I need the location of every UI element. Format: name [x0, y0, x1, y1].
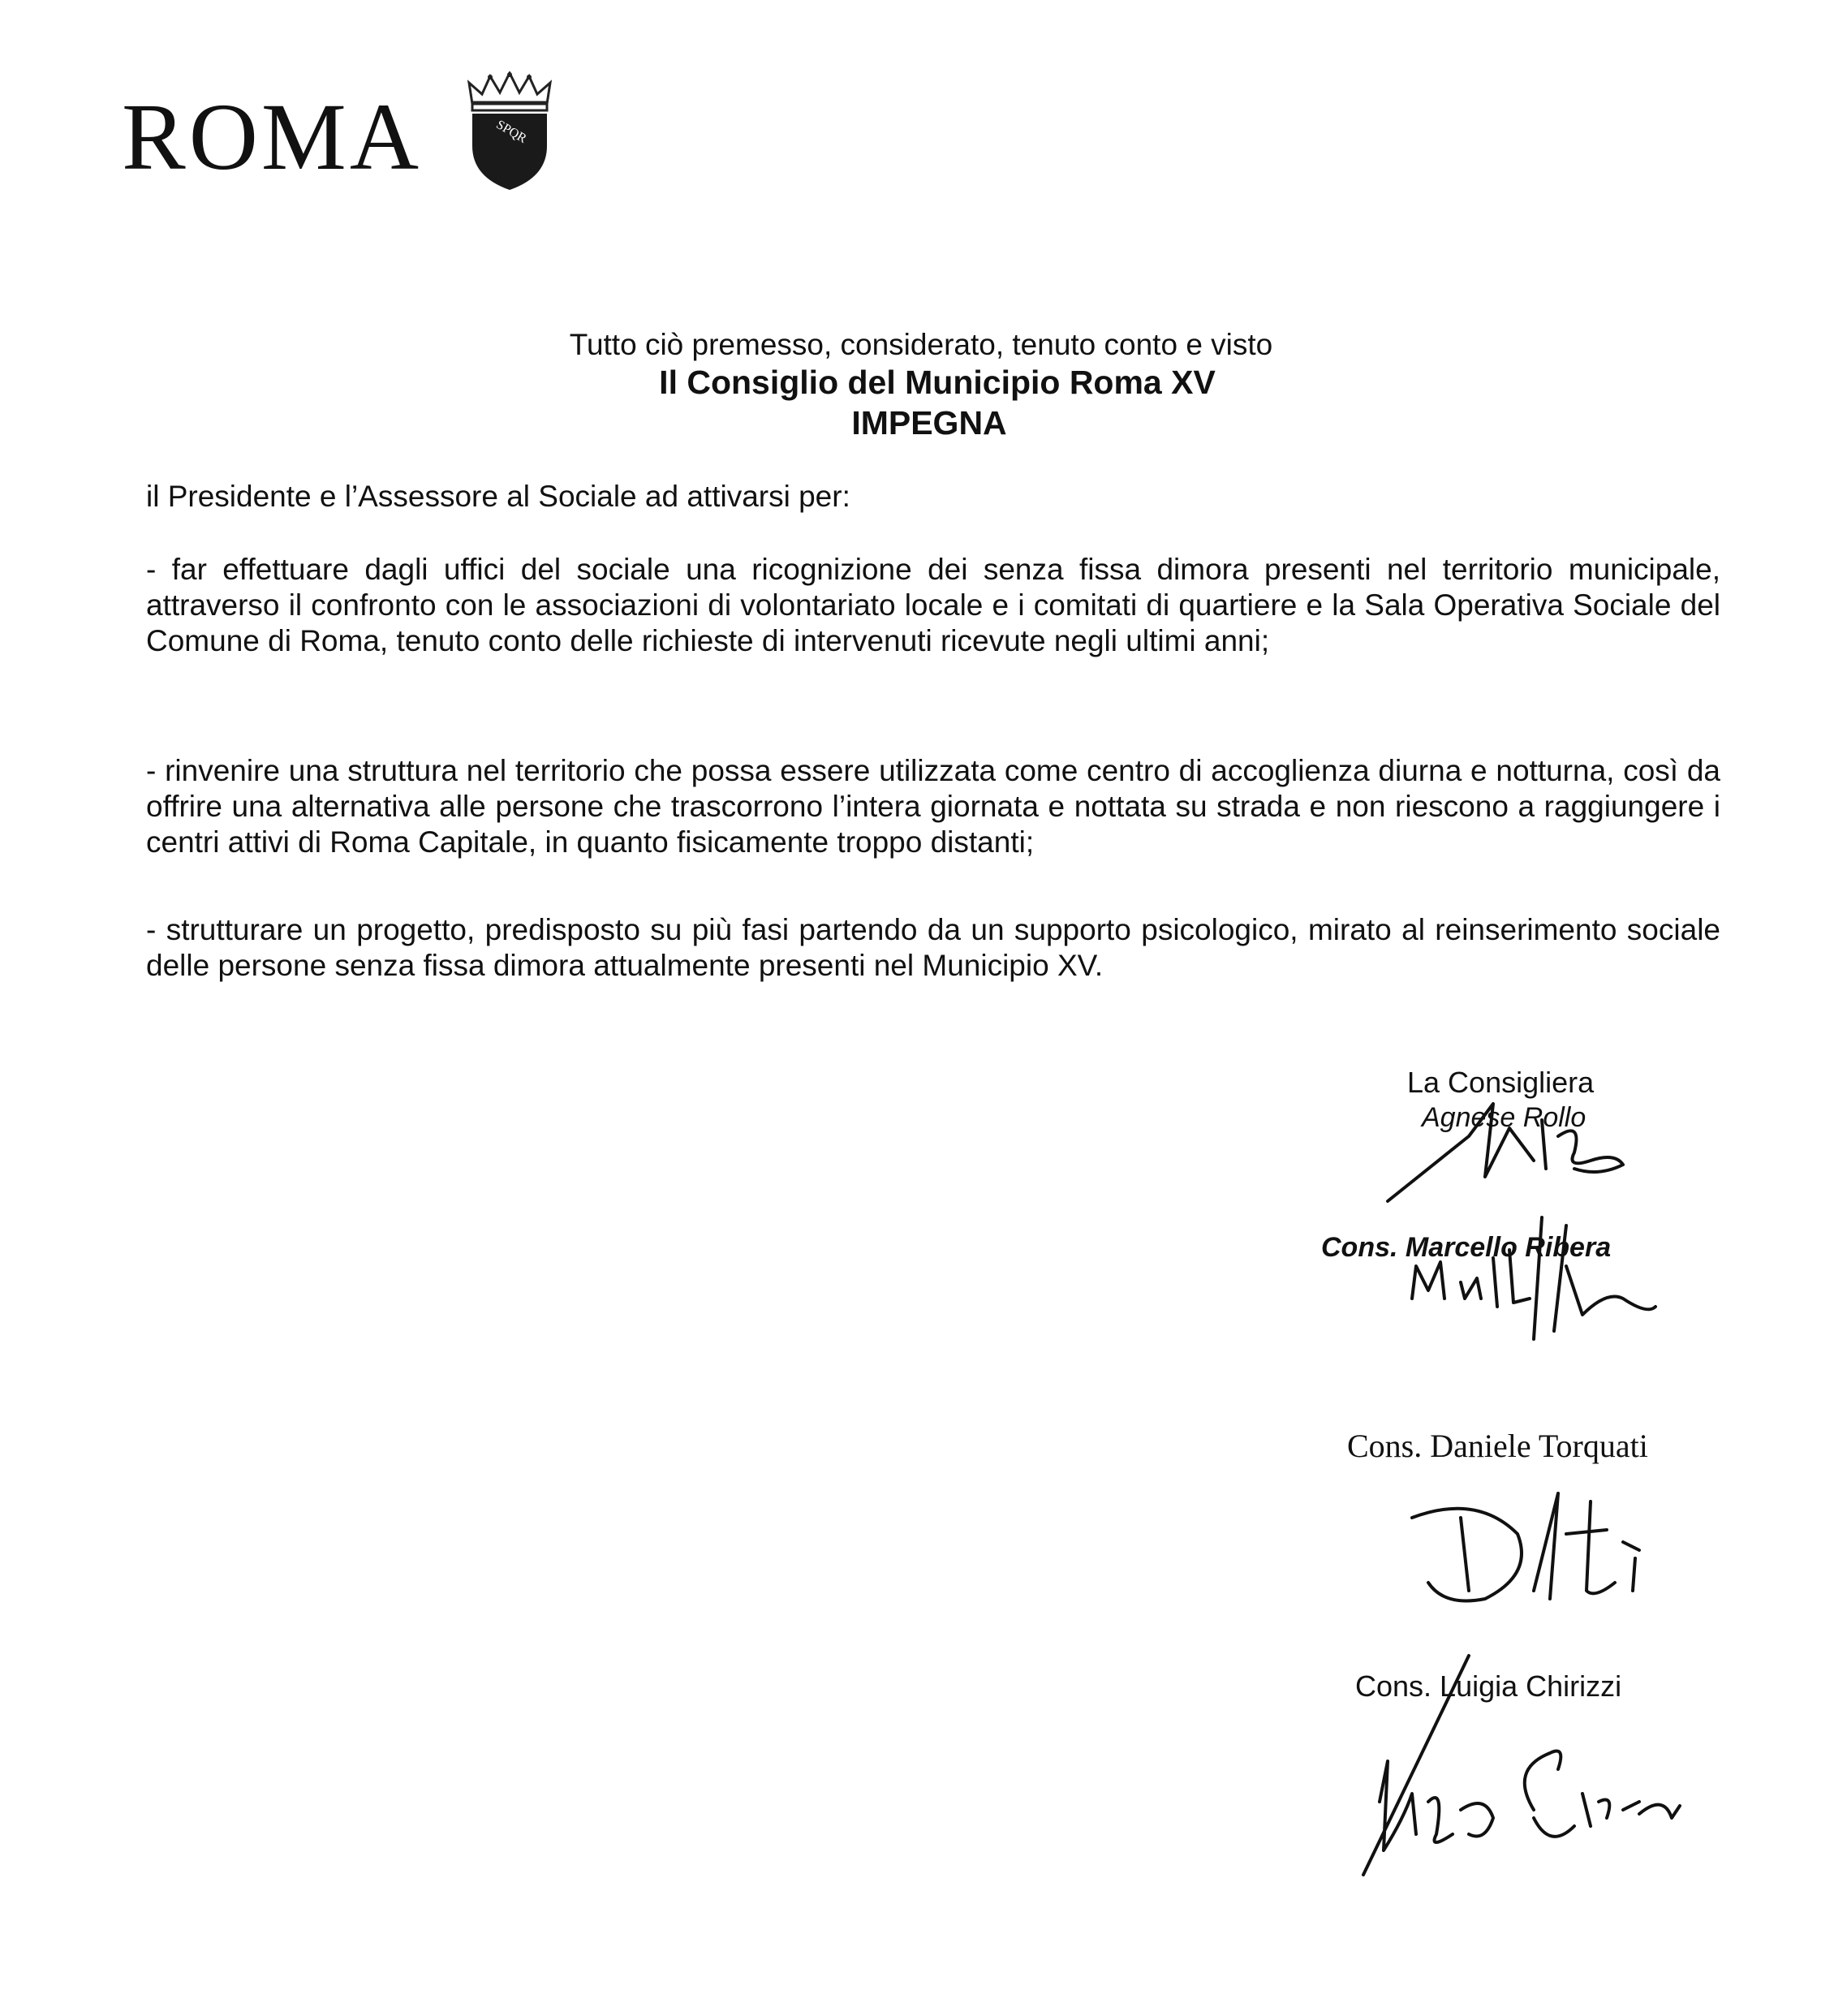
- commitment-item: - strutturare un progetto, predisposto su più fasi partendo da un supporto psicologico, mirato al reinserimento sociale delle persone senza fissa dimora attualmente presenti nel Municipio XV.: [146, 913, 1720, 982]
- handwritten-signature: [1347, 1639, 1704, 1883]
- signatory-title: La Consigliera: [1407, 1066, 1595, 1099]
- signatory-label: Cons. Luigia Chirizzi: [1355, 1669, 1622, 1703]
- intro-line: Tutto ciò premesso, considerato, tenuto conto e visto: [569, 328, 1273, 361]
- council-title: Il Consiglio del Municipio Roma XV: [659, 364, 1216, 401]
- signatory-label: Cons. Daniele Torquati: [1347, 1428, 1648, 1464]
- signatory-name: Agnese Rollo: [1422, 1102, 1586, 1133]
- impegna-heading: IMPEGNA: [851, 404, 1007, 442]
- handwritten-signature: [1371, 1088, 1631, 1209]
- roma-crest-icon: [464, 71, 555, 192]
- commitment-item: - far effettuare dagli uffici del sociale una ricognizione dei senza fissa dimora presenti nel territorio municipale, attraverso il confronto con le associazioni di volontariato locale e i comitati di quartiere e la Sala Operativa Sociale del Comune di Roma, tenuto conto delle richieste di intervenuti ricevute negli ultimi anni;: [146, 553, 1720, 657]
- roma-logo-text: ROMA: [122, 84, 423, 190]
- handwritten-signature: [1380, 1201, 1672, 1347]
- commitment-item: - rinvenire una struttura nel territorio che possa essere utilizzata come centro di accoglienza diurna e notturna, così da offrire una alternativa alle persone che trascorrono l’intera giornata e nottata su strada e non riescono a raggiungere i centri attivi di Roma Capitale, in quanto fisicamente troppo distanti;: [146, 754, 1720, 859]
- signatory-label: Cons. Marcello Ribera: [1321, 1232, 1612, 1263]
- svg-text:SPQR: SPQR: [493, 118, 529, 146]
- addressee-paragraph: il Presidente e l’Assessore al Sociale ad attivarsi per:: [146, 480, 850, 513]
- handwritten-signature: [1396, 1485, 1664, 1615]
